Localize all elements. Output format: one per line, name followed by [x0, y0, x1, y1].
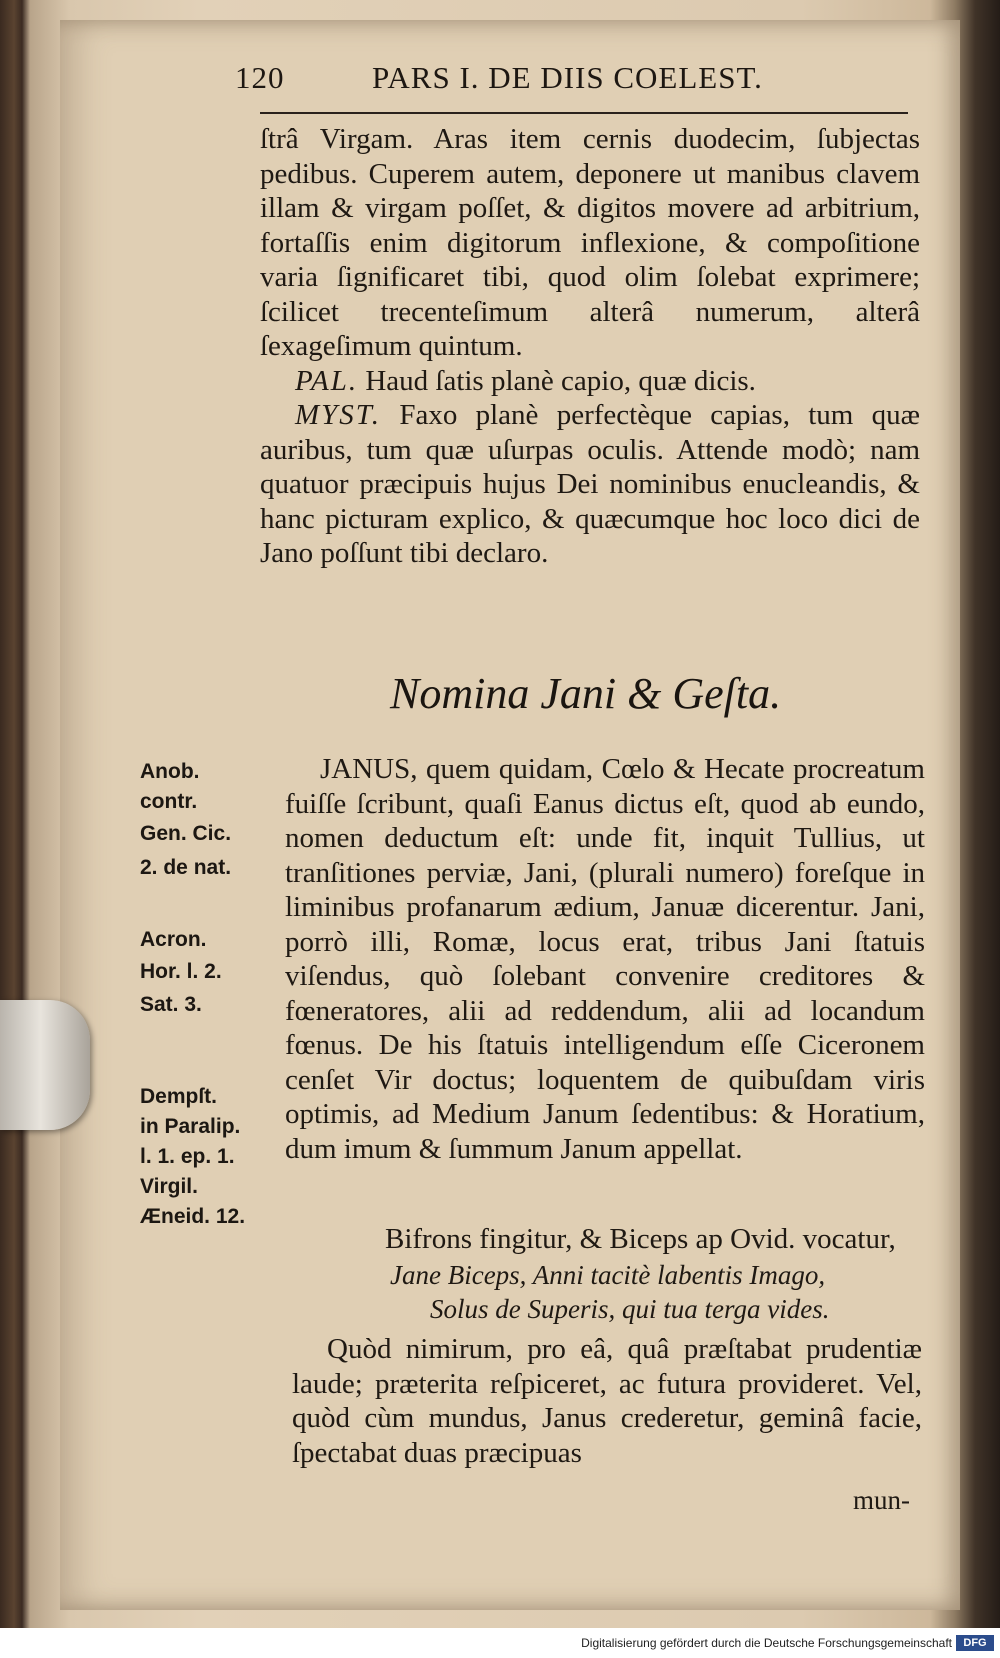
running-title: PARS I. DE DIIS COELEST. [372, 60, 763, 95]
verse-line: Solus de Superis, qui tua terga vides. [430, 1294, 830, 1324]
page-header [200, 60, 900, 100]
speaker-myst: MYST. [295, 399, 382, 431]
margin-note: Æneid. 12. [140, 1205, 246, 1228]
text-block-janus [285, 752, 925, 1166]
bifrons-text: Bifrons fingitur, & Biceps ap Ovid. vocatur, [385, 1223, 896, 1255]
speech-pal-text: Haud ſatis planè capio, quæ dicis. [365, 364, 756, 397]
paragraph-continuation: ſtrâ Virgam. Aras item cernis duodecim, ſubjectas pedibus. Cuperem autem, deponere ut manibus clavem illam & virgam poſſet, & digitos movere ad arbitrium, fortaſſis enim digitorum inflexione, & compoſitione varia ſignificaret tibi, quod olim ſolebat exprimere; ſcilicet trecenteſimum alterâ numerum, alterâ ſexageſimum quintum. [260, 123, 920, 362]
margin-note: 2. de nat. [140, 856, 232, 879]
dfg-logo: DFG [956, 1635, 994, 1651]
verse-line: Jane Biceps, Anni tacitè labentis Imago, [390, 1260, 826, 1290]
header-rule [260, 112, 908, 114]
verse-quotation [380, 1258, 920, 1326]
speech-myst-text: Faxo planè perfectèque capias, tum quæ auribus, tum quæ uſurpas oculis. Attende modò; nam quatuor præcipuis hujus Dei nominibus enucleandis, & hanc picturam explico, & quæcumque hoc loco dici de Jano poſſunt tibi declaro. [260, 399, 920, 569]
text-block-bottom [292, 1332, 922, 1470]
digitization-footer [0, 1628, 1000, 1658]
margin-note: Sat. 3. [140, 993, 202, 1016]
margin-note: Gen. Cic. [140, 822, 232, 845]
speaker-pal: PAL. [295, 364, 359, 397]
margin-note: l. 1. ep. 1. [140, 1145, 235, 1168]
section-heading: Nomina Jani & Geſta. [390, 669, 782, 718]
margin-note: Acron. [140, 928, 207, 951]
text-block-top [260, 122, 920, 571]
paragraph-janus: JANUS, quem quidam, Cœlo & Hecate procreatum fuiſſe ſcribunt, quaſi Eanus dictus eſt, quod ab eundo, nomen deductum eſt: unde fit, inquit Tullius, ut tranſitiones perviæ, Jani, (plurali numero) foreſque in liminibus profanarum ædium, Januæ dicerentur. Jani, porrò illi, Romæ, locus erat, tribus Jani ſtatuis viſendus, quò ſolebant convenire creditores & fœneratores, alii ad reddendum, alii ad locandum fœnus. De his ſtatuis intelligendum eſſe Ciceronem cenſet Vir doctus; loquentem de quibuſdam viris optimis, ad Medium Janum ſedentibus: & Horatium, dum imum & ſummum Janum appellat. [285, 753, 925, 1165]
page-clip [0, 1000, 90, 1130]
margin-note: contr. [140, 790, 198, 813]
margin-note: Anob. [140, 760, 200, 783]
page-number: 120 [235, 60, 285, 95]
speech-myst [260, 398, 920, 571]
paragraph-final: Quòd nimirum, pro eâ, quâ præſtabat prudentiæ laude; præterita reſpiceret, ac futura provideret. Vel, quòd cùm mundus, Janus crederetur, geminâ facie, ſpectabat duas præcipuas [292, 1333, 922, 1469]
footer-credit: Digitalisierung gefördert durch die Deutsche Forschungsgemeinschaft [581, 1636, 952, 1650]
speech-pal [260, 364, 920, 399]
margin-note: Hor. l. 2. [140, 960, 222, 983]
margin-note: Dempſt. [140, 1085, 218, 1108]
bifrons-line [385, 1222, 925, 1257]
catchword: mun- [853, 1485, 910, 1515]
margin-note: Virgil. [140, 1175, 198, 1198]
margin-note: in Paralip. [140, 1115, 241, 1138]
